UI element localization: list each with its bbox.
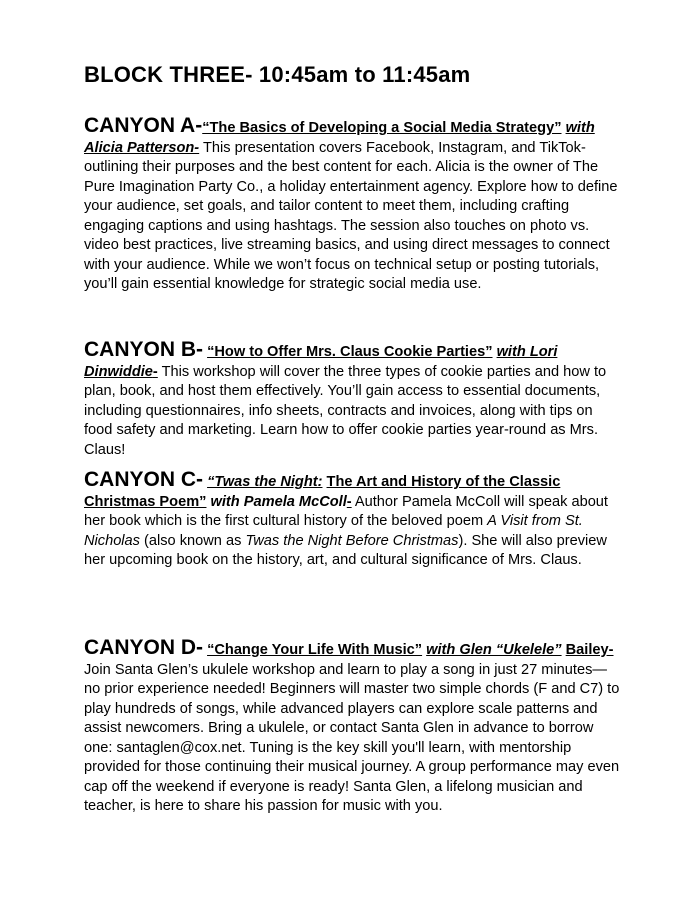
canyon-b-title: “How to Offer Mrs. Claus Cookie Parties” bbox=[207, 344, 493, 360]
canyon-c-presenter: with Pamela McColl bbox=[210, 493, 347, 510]
canyon-c-desc-1: Author Pamela McColl will speak about her book which is the first cultural history of the beloved poem bbox=[84, 493, 608, 529]
canyon-c-title-italic: “Twas the Night: bbox=[207, 474, 323, 490]
canyon-b-dash: - bbox=[152, 363, 158, 380]
canyon-c-desc-2: (also known as bbox=[144, 532, 242, 549]
canyon-b-description: This workshop will cover the three types of cookie parties and how to plan, book, and host them effectively. You’ll gain access to essential documents, including questionnaires, info sheets, contracts and invoices, along with tips on food safety and marketing. Learn how to offer cookie parties year-round as Mrs. Claus! bbox=[84, 363, 607, 458]
session-canyon-d bbox=[84, 638, 620, 817]
canyon-a-description: This presentation covers Facebook, Instagram, and TikTok- outlining their purposes and the best content for each. Alicia is the owner of The Pure Imagination Party Co., a holiday entertainment agency. Explore how to define your audience, set goals, and tailor content to meet them, including crafting engaging captions and using hashtags. The session also touches on photo vs. video best practices, live streaming basics, and using direct messages to connect with your audience. While we won’t focus on technical setup or posting tutorials, you’ll gain essential knowledge for strategic social media use. bbox=[84, 139, 618, 292]
canyon-c-title-rest: The Art and History of the Classic Christmas Poem” bbox=[84, 474, 561, 510]
canyon-a-label: CANYON A- bbox=[84, 114, 203, 137]
canyon-b-label: CANYON B- bbox=[84, 338, 203, 361]
canyon-d-description: Join Santa Glen’s ukulele workshop and learn to play a song in just 27 minutes—no prior experience needed! Beginners will master two simple chords (F and C7) to play hundreds of songs, while advanced players can explore scale patterns and assist newcomers. Bring a ukulele, or contact Santa Glen in advance to borrow one: santaglen@cox.net. Tuning is the key skill you'll learn, with mentorship provided for those continuing their musical journey. A group performance may even cap off the weekend if everyone is ready! Santa Glen, a lifelong musician and teacher, is here to share his passion for music with you. bbox=[84, 661, 620, 814]
canyon-c-desc-italic-1: A Visit from St. Nicholas bbox=[84, 513, 583, 549]
canyon-c-desc-italic-2: Twas the Night Before Christmas bbox=[245, 532, 459, 549]
session-canyon-a bbox=[84, 116, 620, 295]
canyon-c-label: CANYON C- bbox=[84, 468, 203, 491]
canyon-c-desc-3: ). She will also preview her upcoming book on the history, art, and cultural significance of Mrs. Claus. bbox=[84, 532, 607, 568]
block-title: BLOCK THREE- 10:45am to 11:45am bbox=[84, 62, 471, 87]
canyon-d-presenter-end: Bailey- bbox=[565, 642, 614, 658]
canyon-d-title: “Change Your Life With Music” bbox=[207, 642, 423, 658]
canyon-d-label: CANYON D- bbox=[84, 636, 203, 659]
canyon-a-presenter: with Alicia Patterson- bbox=[84, 120, 595, 156]
canyon-a-title: “The Basics of Developing a Social Media Strategy” bbox=[202, 120, 562, 136]
canyon-c-dash: - bbox=[346, 493, 352, 510]
session-canyon-c bbox=[84, 470, 620, 571]
canyon-d-presenter: with Glen “Ukelele” bbox=[426, 642, 562, 658]
canyon-b-presenter: with Lori Dinwiddie bbox=[84, 344, 558, 380]
session-canyon-b bbox=[84, 340, 620, 460]
